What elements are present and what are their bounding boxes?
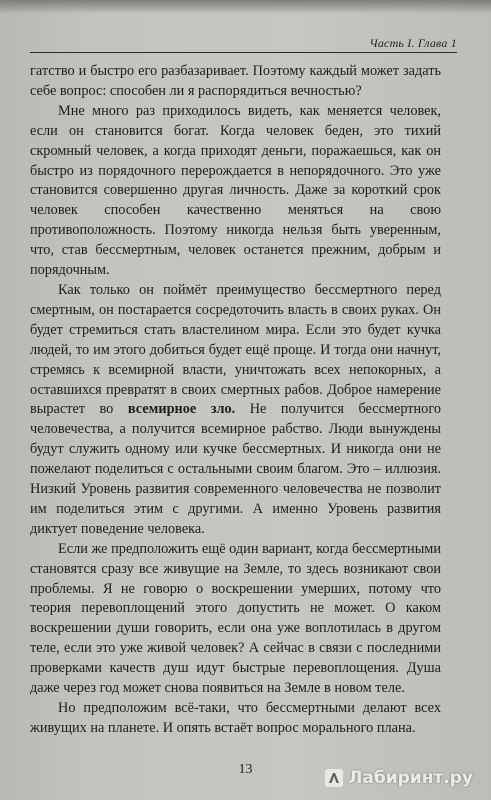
watermark-text: Лабиринт.ру <box>348 768 473 788</box>
running-header <box>30 36 457 53</box>
paragraph: Мне много раз приходилось видеть, как меняется человек, если он становится богат. Когда человек беден, это тихий скромный человек, а когда приходят деньги, поражаешься, как он быстро из порядочного перерождается в непорядочного. Это уже становится совершенно другая личность. Даже за короткий срок человек способен качественно меняться на свою противоположность. Поэтому никогда нельзя быть уверенным, что, став бессмертным, человек останется прежним, добрым и порядочным. <box>30 102 441 279</box>
paragraph-text: Не получится бессмертного человечества, а получится всемирное рабство. Люди вынуждены будут служить одному или кучке бессмертных. И никогда они не пожелают поделиться с остальными своим благом. Это – иллюзия. Низкий Уровень развития современного человечества не позволит им поделиться этим с другими. А именно Уровень развития диктует поведение человека. <box>30 401 441 537</box>
paragraph: Но предположим всё-таки, что бессмертными делают всех живущих на планете. И опять встаёт вопрос морального плана. <box>30 700 441 736</box>
watermark <box>324 768 473 788</box>
running-head-title: Часть I. Глава 1 <box>369 36 457 50</box>
body-text <box>30 62 441 739</box>
paragraph-text: Как только он поймёт преимущество бессмертного перед смертным, он постарается сосредоточить власть в своих руках. Он будет стремиться стать властелином мира. Если это будет кучка людей, то им этого добиться будет ещё проще. И тогда они начнут, стремясь к всемирной власти, уничтожать всех непокорных, а оставшихся превратят в своих смертных рабов. Доброе намерение вырастет во <box>30 281 441 418</box>
paragraph-continuation: гатство и быстро его разбазаривает. Поэтому каждый может задать себе вопрос: способен ли я распорядиться вечностью? <box>30 63 441 99</box>
emphasis-bold: всемирное зло. <box>127 401 236 418</box>
page-number: 13 <box>238 762 253 777</box>
paragraph <box>30 281 441 540</box>
page-edge-shadow <box>0 0 491 14</box>
paragraph: Если же предположить ещё один вариант, когда бессмертными становятся сразу все живущие на Земле, то здесь возникают свои проблемы. Я не говорю о воскрешении умерших, потому что теория перевоплощений этого допустить не может. О каком воскрешении души говорить, если она уже воплотилась в другом теле, если это уже живой человек? А сейчас в связи с последними проверками качеств душ идут быстрые перевоплощения. Душа даже через год может снова появиться на Земле в новом теле. <box>30 540 441 697</box>
labirint-logo-icon <box>324 768 344 788</box>
